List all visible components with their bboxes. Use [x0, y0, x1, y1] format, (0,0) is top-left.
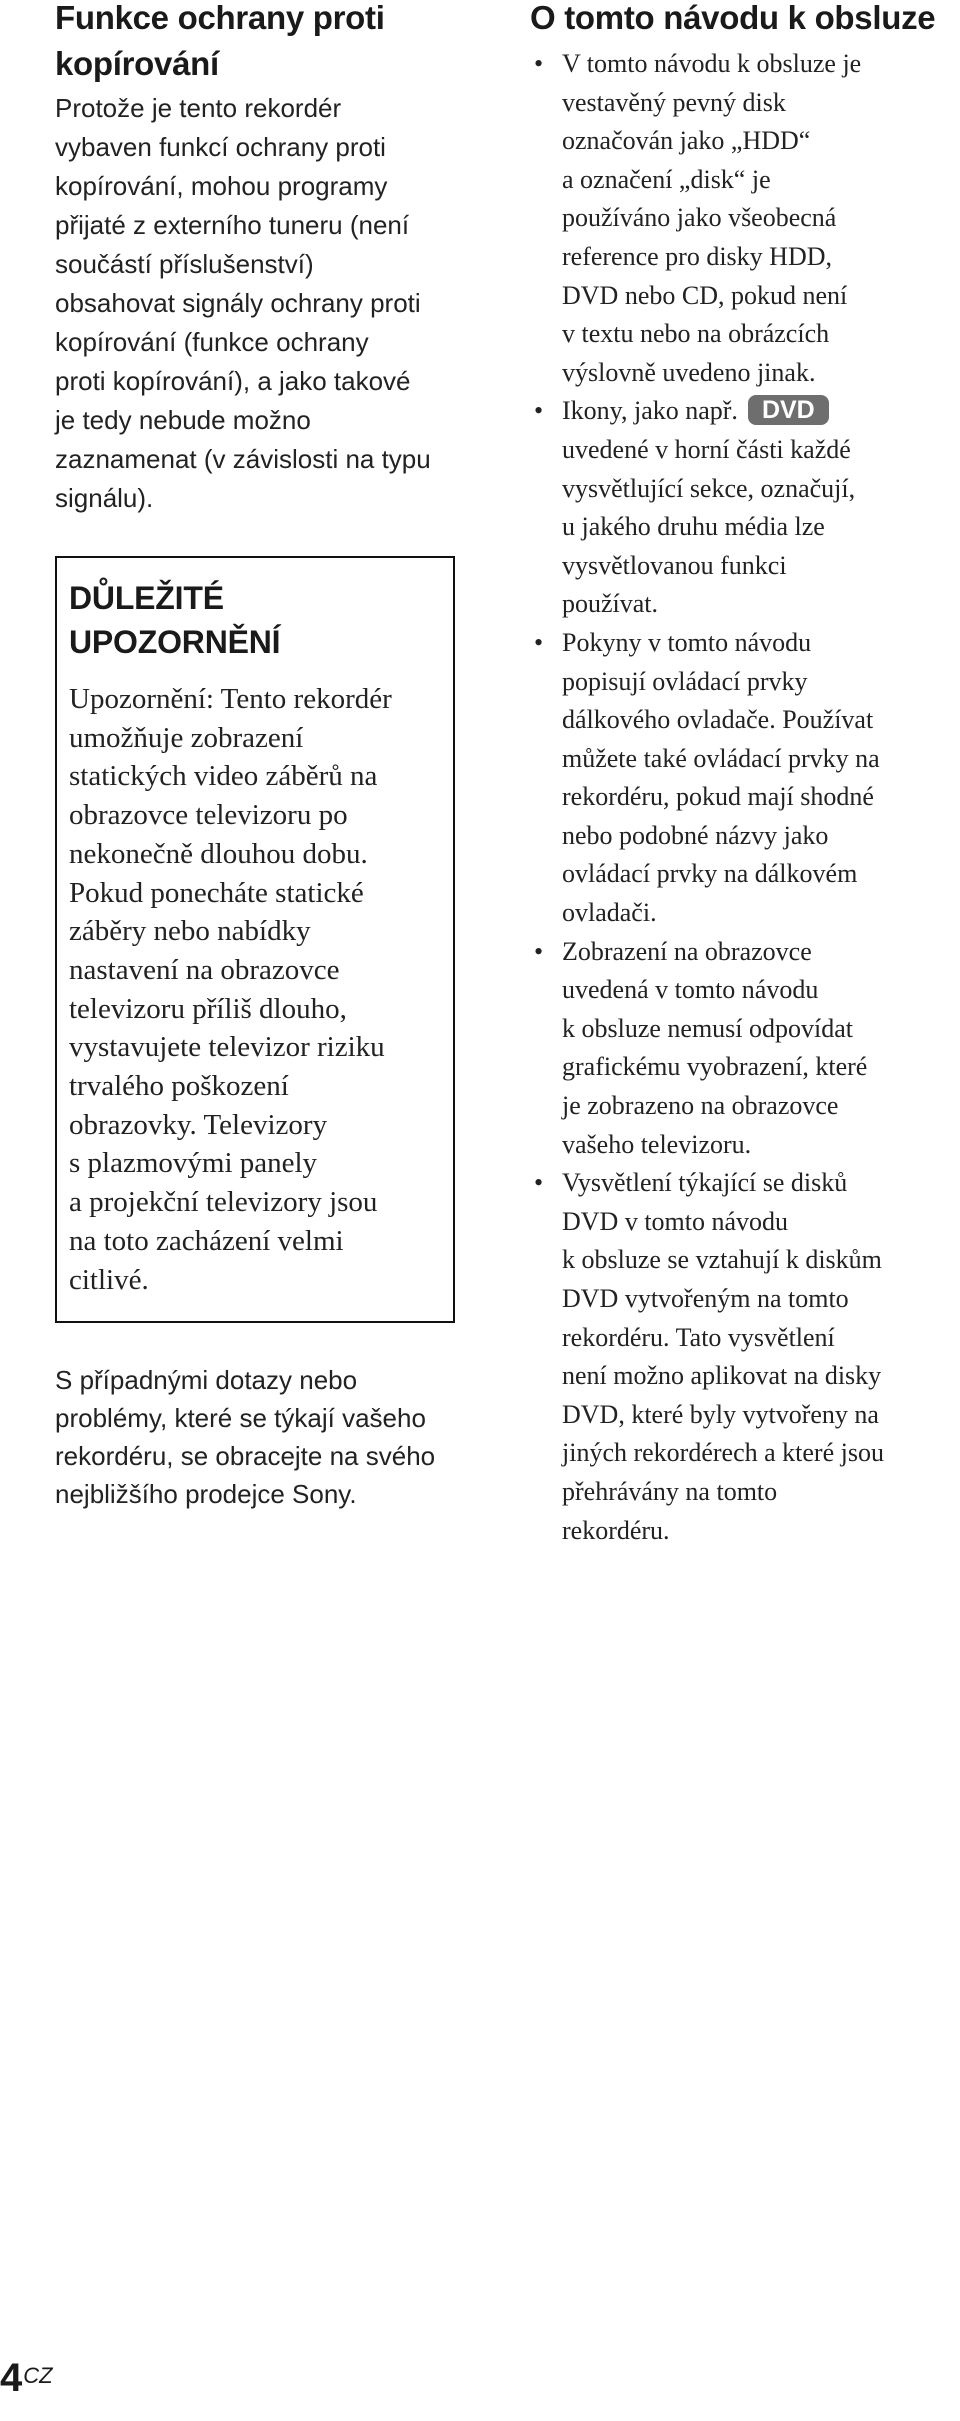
list-item	[530, 933, 945, 1165]
heading-line: kopírování	[55, 45, 219, 82]
warning-line: s plazmovými panely	[69, 1147, 318, 1180]
warning-line: vystavujete televizor riziku	[69, 1031, 385, 1064]
warning-line: statických video záběrů na	[69, 760, 378, 793]
bullet-line: ovládací prvky na dálkovém	[562, 859, 858, 889]
bullet-line: V tomto návodu k obsluze je	[562, 49, 862, 78]
important-warning-box	[55, 556, 455, 1323]
bullet-line: uvedené v horní části každé	[562, 434, 851, 464]
bullet-line: vestavěný pevný disk	[562, 87, 786, 117]
paragraph-line: součástí příslušenství)	[55, 249, 314, 279]
bullet-line: rekordéru. Tato vysvětlení	[562, 1322, 835, 1352]
warning-line: obrazovky. Televizory	[69, 1108, 328, 1141]
paragraph-line: přijaté z externího tuneru (není	[55, 210, 410, 240]
bullet-line: Vysvětlení týkající se disků	[562, 1168, 848, 1198]
bullet-line: u jakého druhu média lze	[562, 512, 825, 542]
paragraph-line: je tedy nebude možno	[55, 405, 311, 435]
list-item	[530, 392, 945, 624]
bullet-line: používat.	[562, 589, 659, 619]
warning-line: obrazovce televizoru po	[69, 799, 348, 832]
warning-line: citlivé.	[69, 1263, 149, 1296]
warning-line: nekonečně dlouhou dobu.	[69, 837, 368, 870]
dvd-media-icon: DVD	[748, 395, 829, 425]
bullet-line: dálkového ovladače. Používat	[562, 705, 874, 735]
contact-line: problémy, které se týkají vašeho	[55, 1403, 426, 1434]
bullet-line: je zobrazeno na obrazovce	[562, 1091, 839, 1121]
warning-line: umožňuje zobrazení	[69, 721, 304, 754]
paragraph-line: Protože je tento rekordér	[55, 93, 342, 123]
page-number	[0, 2352, 53, 2404]
bullet-list	[530, 45, 945, 1550]
bullet-line: vašeho televizoru.	[562, 1129, 752, 1159]
warning-line: na toto zacházení velmi	[69, 1224, 344, 1257]
warning-line: Pokud ponecháte statické	[69, 876, 364, 909]
bullet-line: k obsluze se vztahují k diskům	[562, 1245, 882, 1275]
bullet-line: DVD nebo CD, pokud není	[562, 280, 848, 310]
contact-line: nejbližšího prodejce Sony.	[55, 1479, 357, 1510]
list-item	[530, 45, 945, 392]
heading-line: Funkce ochrany proti	[55, 0, 385, 36]
bullet-line: DVD, které byly vytvořeny na	[562, 1399, 879, 1429]
bullet-line: k obsluze nemusí odpovídat	[562, 1013, 854, 1043]
paragraph-line: proti kopírování), a jako takové	[55, 366, 411, 396]
bullet-dot: •	[534, 49, 544, 78]
about-manual-heading: O tomto návodu k obsluze	[530, 0, 936, 36]
paragraph-line: obsahovat signály ochrany proti	[55, 288, 421, 318]
bullet-line: popisují ovládací prvky	[562, 666, 808, 696]
warning-line: záběry nebo nabídky	[69, 915, 311, 948]
copy-protection-heading	[55, 0, 475, 87]
bullet-line: vysvětlovanou funkci	[562, 550, 787, 580]
bullet-line: reference pro disky HDD,	[562, 241, 833, 271]
warning-line: televizoru příliš dlouho,	[69, 992, 347, 1025]
left-column	[55, 0, 475, 1513]
bullet-dot: •	[534, 627, 544, 657]
bullet-line: výslovně uvedeno jinak.	[562, 357, 816, 387]
bullet-line: Pokyny v tomto návodu	[562, 627, 812, 657]
bullet-line: používáno jako všeobecná	[562, 203, 837, 233]
list-item	[530, 624, 945, 933]
paragraph-line: zaznamenat (v závislosti na typu	[55, 444, 431, 474]
bullet-line: rekordéru.	[562, 1515, 670, 1545]
bullet-line: není možno aplikovat na disky	[562, 1361, 882, 1391]
bullet-dot: •	[534, 936, 544, 966]
bullet-dot: •	[534, 396, 544, 426]
page-language-suffix: CZ	[23, 2363, 53, 2388]
bullet-line: v textu nebo na obrázcích	[562, 319, 830, 349]
bullet-line: vysvětlující sekce, označují,	[562, 473, 856, 503]
paragraph-line: vybaven funkcí ochrany proti	[55, 132, 386, 162]
bullet-line: grafickému vyobrazení, které	[562, 1052, 868, 1082]
bullet-line: a označení „disk“ je	[562, 164, 771, 194]
warning-line: a projekční televizory jsou	[69, 1186, 378, 1219]
bullet-line: přehrávány na tomto	[562, 1476, 778, 1506]
bullet-line: označován jako „HDD“	[562, 126, 811, 156]
copy-protection-paragraph	[55, 89, 475, 518]
bullet-line: Ikony, jako např.	[562, 396, 738, 426]
paragraph-line: kopírování (funkce ochrany	[55, 327, 369, 357]
contact-line: rekordéru, se obracejte na svého	[55, 1441, 436, 1472]
warning-line: trvalého poškození	[69, 1070, 289, 1103]
warning-line: nastavení na obrazovce	[69, 953, 340, 986]
bullet-line: DVD v tomto návodu	[562, 1206, 789, 1236]
contact-paragraph	[55, 1361, 475, 1513]
bullet-line: Zobrazení na obrazovce	[562, 936, 812, 966]
bullet-line: DVD vytvořeným na tomto	[562, 1284, 849, 1313]
right-column	[530, 0, 945, 1550]
warning-title: DŮLEŽITÉ UPOZORNĚNÍ	[69, 580, 281, 660]
paragraph-line: kopírování, mohou programy	[55, 171, 388, 201]
page-number-value: 4	[0, 2356, 23, 2400]
bullet-line: můžete také ovládací prvky na	[562, 743, 880, 773]
bullet-line: uvedená v tomto návodu	[562, 975, 819, 1005]
warning-line: Upozornění: Tento rekordér	[69, 683, 392, 715]
bullet-line: rekordéru, pokud mají shodné	[562, 782, 874, 812]
list-item	[530, 1164, 945, 1550]
bullet-dot: •	[534, 1168, 544, 1198]
bullet-line: nebo podobné názvy jako	[562, 820, 829, 850]
warning-text	[69, 680, 441, 1299]
bullet-line: jiných rekordérech a které jsou	[562, 1438, 884, 1468]
bullet-line: ovladači.	[562, 898, 657, 928]
paragraph-line: signálu).	[55, 483, 154, 513]
contact-line: S případnými dotazy nebo	[55, 1365, 358, 1396]
